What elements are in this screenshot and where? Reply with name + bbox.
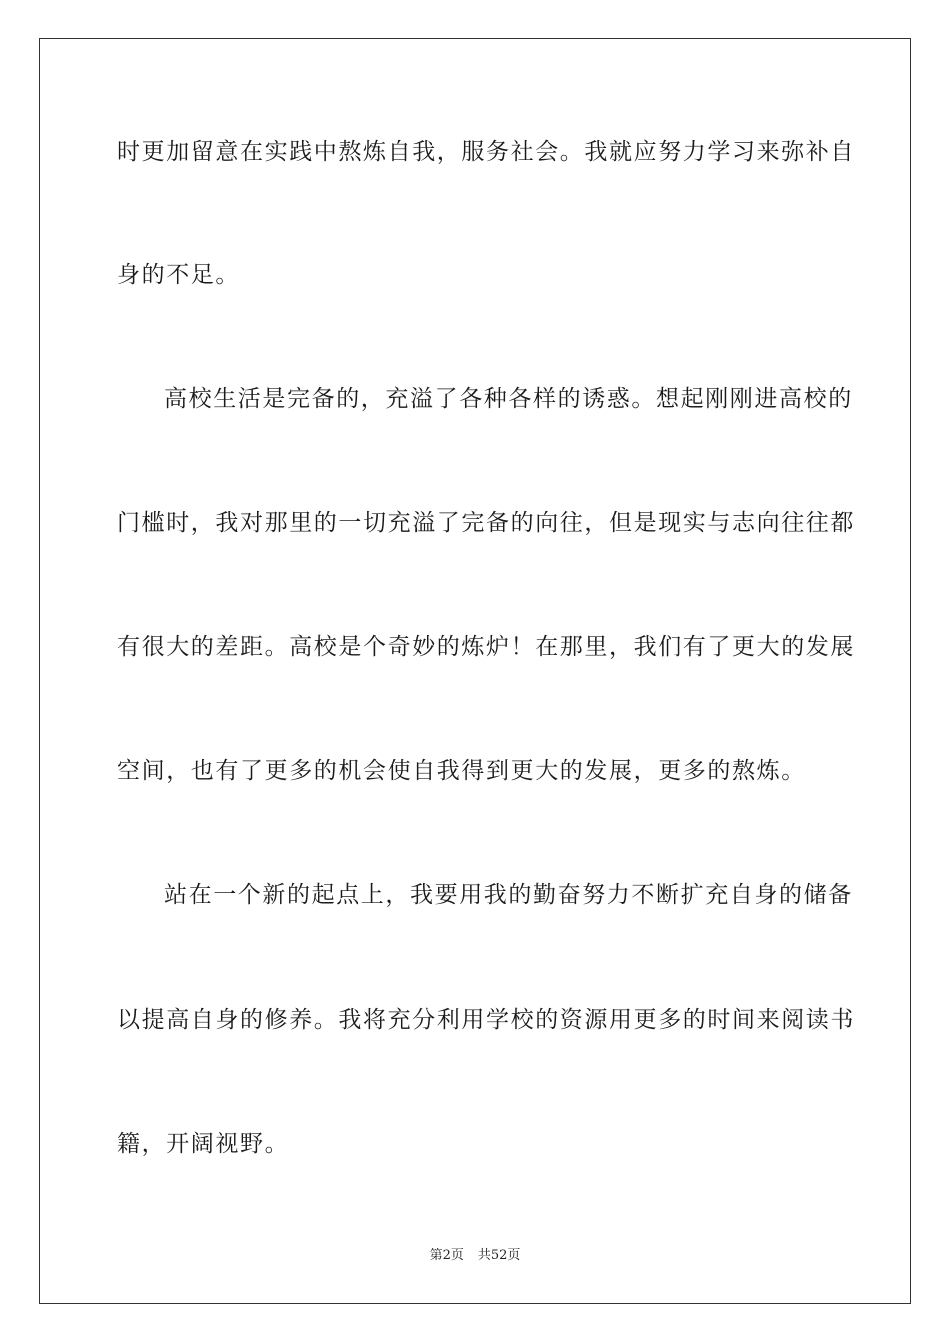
body-text-line: 空间，也有了更多的机会使自我得到更大的发展，更多的熬炼。 — [117, 758, 806, 784]
paragraph-first-line: 站在一个新的起点上，我要用我的勤奋努力不断扩充自身的储备 — [164, 882, 853, 908]
page-footer — [0, 1247, 950, 1265]
body-text-line: 门槛时，我对那里的一切充溢了完备的向往，但是现实与志向往往都 — [117, 510, 855, 536]
paragraph-first-line: 高校生活是完备的，充溢了各种各样的诱惑。想起刚刚进高校的 — [164, 386, 853, 412]
body-text-line: 时更加留意在实践中熬炼自我，服务社会。我就应努力学习来弥补自 — [117, 139, 855, 165]
page-number: 第2页 — [429, 1248, 464, 1263]
body-text-line: 以提高自身的修养。我将充分利用学校的资源用更多的时间来阅读书 — [117, 1007, 855, 1033]
total-pages: 共52页 — [477, 1248, 521, 1263]
body-text-line: 有很大的差距。高校是个奇妙的炼炉！在那里，我们有了更大的发展 — [117, 634, 855, 660]
body-text-line: 籍，开阔视野。 — [117, 1131, 290, 1157]
page-frame — [39, 38, 911, 1304]
body-text-line: 身的不足。 — [117, 262, 240, 288]
